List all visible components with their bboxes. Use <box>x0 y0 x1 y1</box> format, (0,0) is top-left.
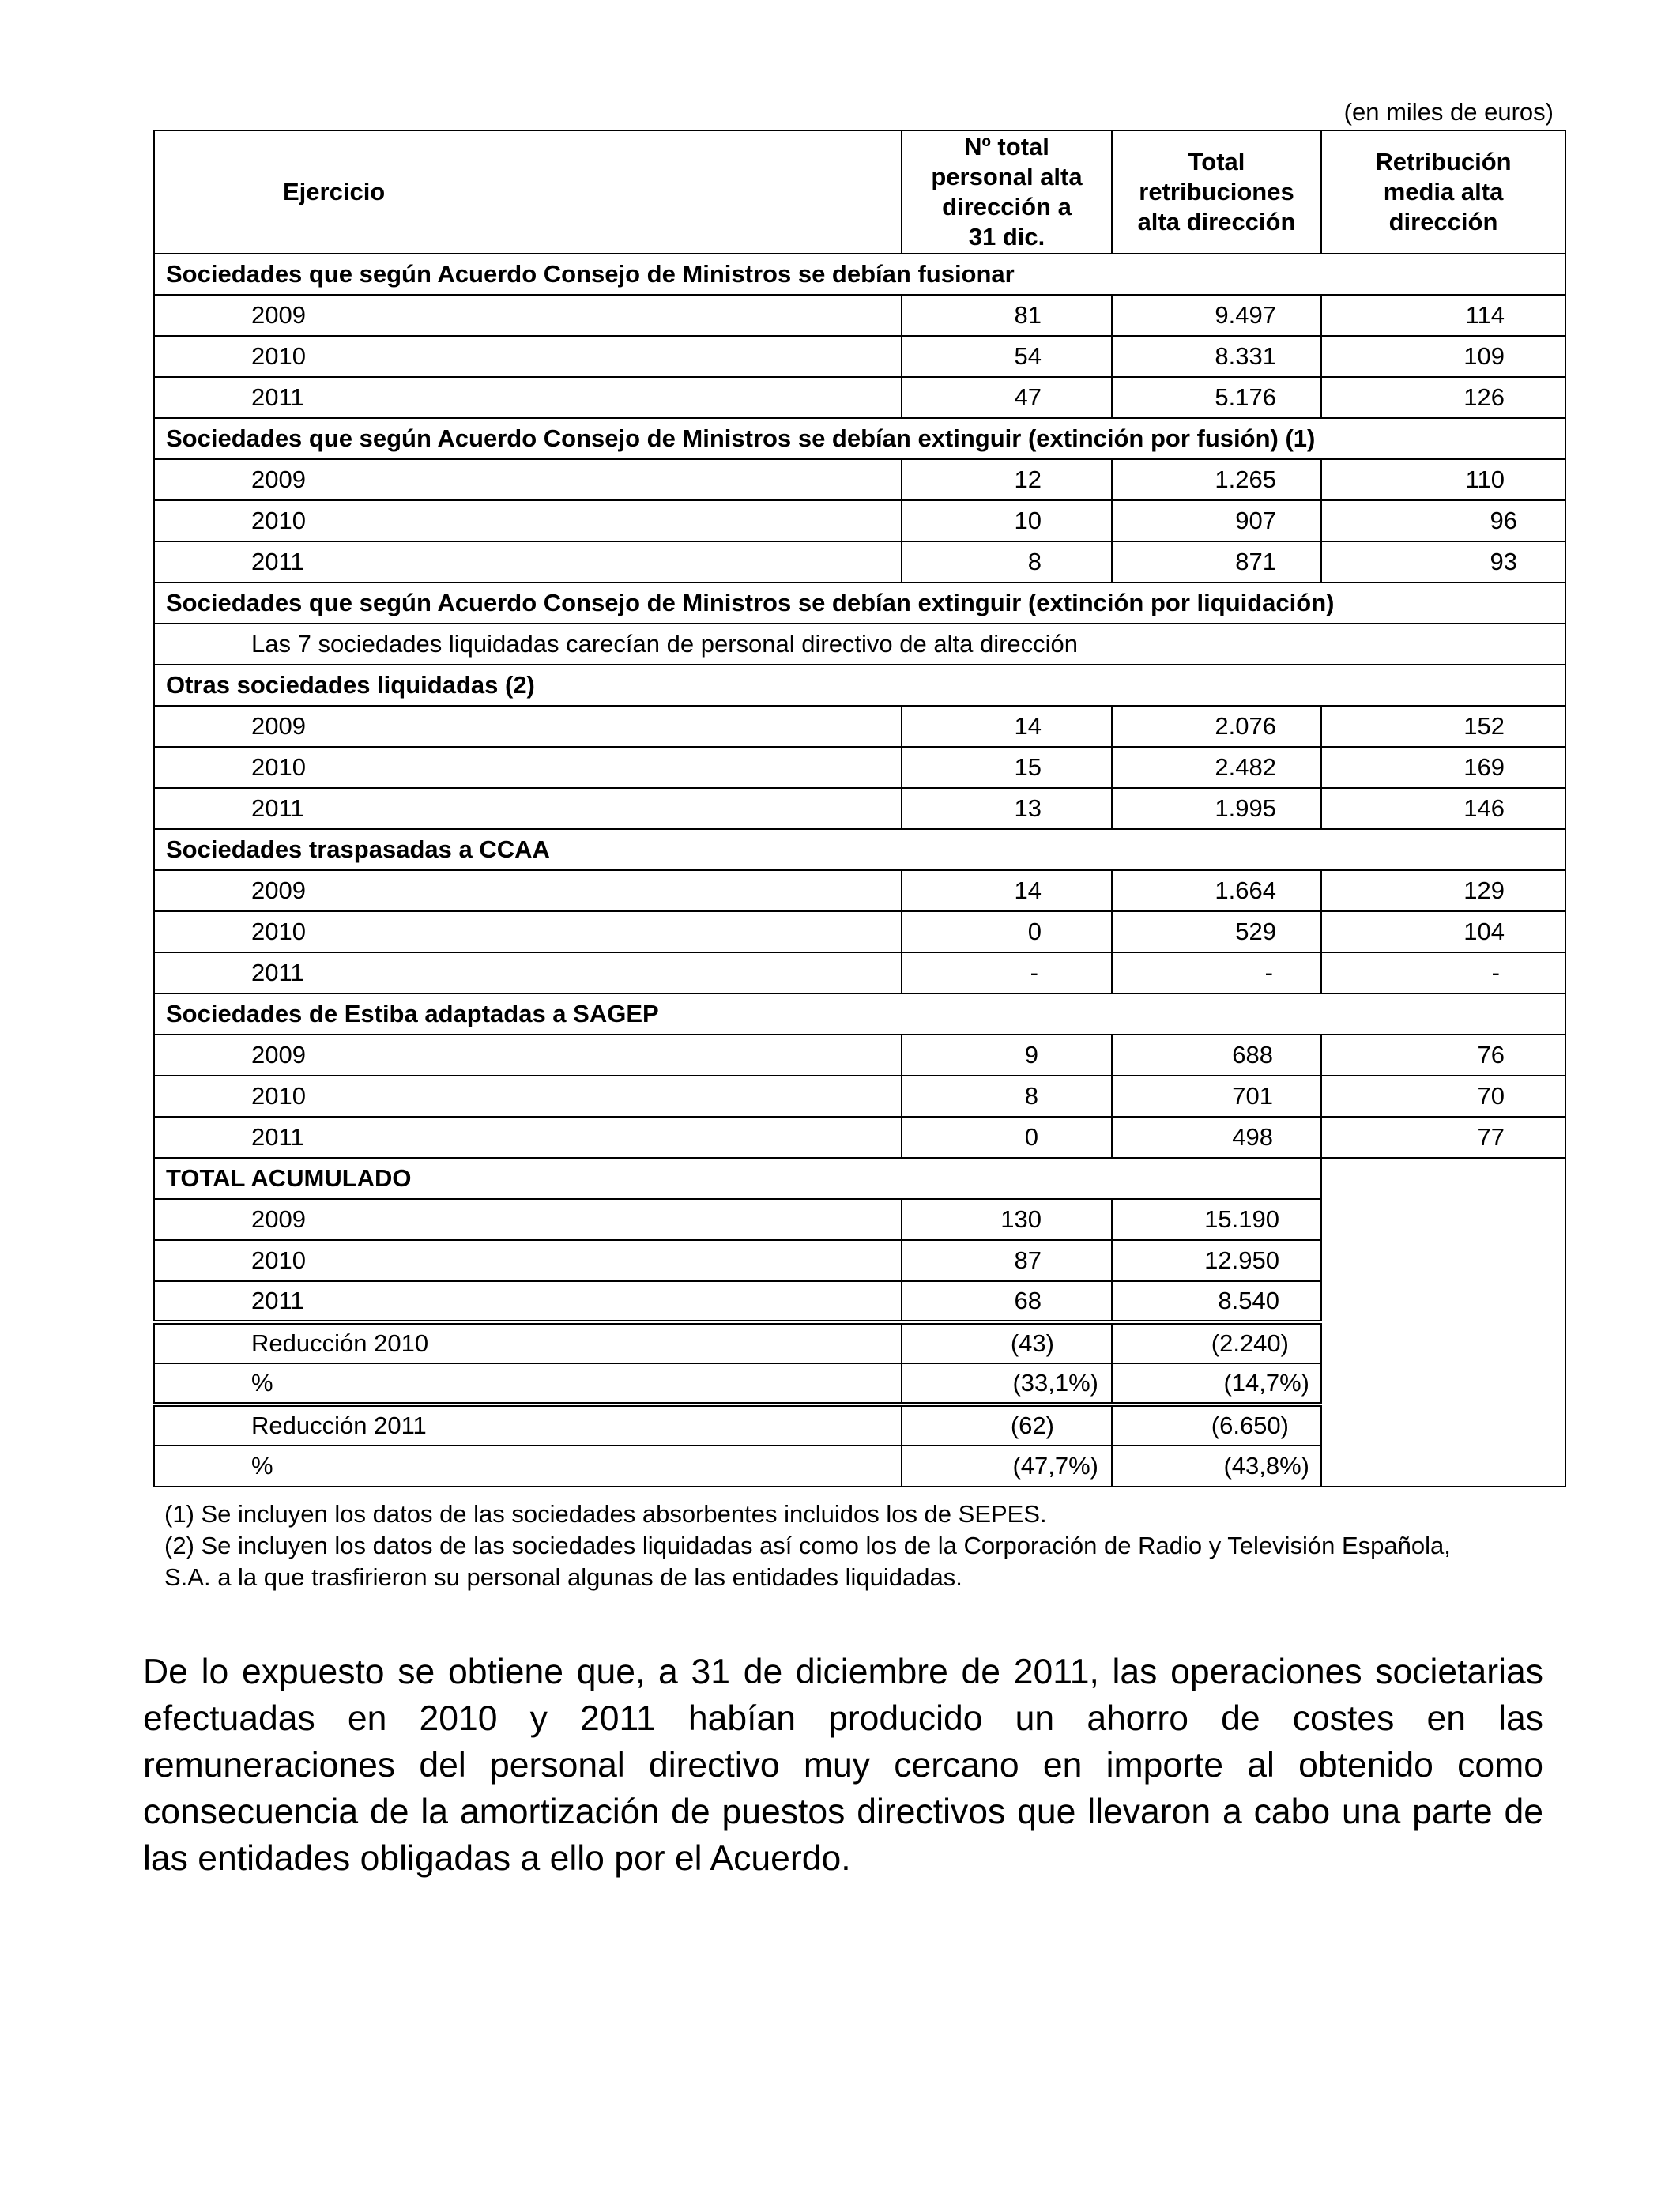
table-row <box>154 459 1565 500</box>
table-row <box>154 377 1565 418</box>
personal-cell: 68 <box>902 1281 1112 1322</box>
header-media-line: dirección <box>1388 208 1498 236</box>
personal-cell: (33,1%) <box>902 1363 1112 1404</box>
media-cell: 146 <box>1321 788 1565 829</box>
personal-cell: 12 <box>902 459 1112 500</box>
media-cell: 96 <box>1321 500 1565 541</box>
total-cell: 12.950 <box>1112 1240 1321 1281</box>
media-cell: 152 <box>1321 706 1565 747</box>
percent-label: % <box>154 1363 902 1404</box>
personal-cell: 14 <box>902 870 1112 911</box>
year-cell: 2011 <box>154 541 902 582</box>
header-media <box>1321 130 1565 254</box>
footnotes <box>164 1498 1563 1593</box>
section-row <box>154 582 1565 624</box>
table-row <box>154 541 1565 582</box>
table-row <box>154 911 1565 952</box>
total-cell: 1.664 <box>1112 870 1321 911</box>
personal-cell: 0 <box>902 1117 1112 1158</box>
total-cell: 871 <box>1112 541 1321 582</box>
personal-cell: 8 <box>902 1076 1112 1117</box>
paragraph-line: las entidades obligadas a ello por el Acuerdo. <box>143 1839 851 1878</box>
table-row <box>154 952 1565 993</box>
total-cell: 9.497 <box>1112 295 1321 336</box>
year-cell: 2009 <box>154 870 902 911</box>
section-title: Sociedades que según Acuerdo Consejo de Ministros se debían fusionar <box>154 254 1565 295</box>
footnote: S.A. a la que trasfirieron su personal algunas de las entidades liquidadas. <box>164 1563 962 1591</box>
total-cell: 688 <box>1112 1035 1321 1076</box>
reduction-label: Reducción 2011 <box>154 1404 902 1446</box>
media-cell: 104 <box>1321 911 1565 952</box>
table-row <box>154 1076 1565 1117</box>
total-cell: 5.176 <box>1112 377 1321 418</box>
total-cell: 2.076 <box>1112 706 1321 747</box>
table-row <box>154 336 1565 377</box>
personal-cell: 47 <box>902 377 1112 418</box>
reduction-label: Reducción 2010 <box>154 1322 902 1363</box>
total-cell: 1.995 <box>1112 788 1321 829</box>
year-cell: 2011 <box>154 1281 902 1322</box>
media-cell: 110 <box>1321 459 1565 500</box>
total-cell: 498 <box>1112 1117 1321 1158</box>
table-row <box>154 295 1565 336</box>
empty-cell <box>1321 1158 1565 1487</box>
year-cell: 2011 <box>154 377 902 418</box>
media-cell: 70 <box>1321 1076 1565 1117</box>
table-header-row <box>154 130 1565 254</box>
personal-cell: 14 <box>902 706 1112 747</box>
total-cell: 15.190 <box>1112 1199 1321 1240</box>
personal-cell: 13 <box>902 788 1112 829</box>
footnote: (1) Se incluyen los datos de las sociedades absorbentes incluidos los de SEPES. <box>164 1500 1047 1528</box>
media-cell: - <box>1321 952 1565 993</box>
year-cell: 2011 <box>154 952 902 993</box>
section-row <box>154 1158 1565 1199</box>
header-total <box>1112 130 1321 254</box>
body-paragraph <box>143 1649 1543 1882</box>
personal-cell: 54 <box>902 336 1112 377</box>
media-cell: 76 <box>1321 1035 1565 1076</box>
personal-cell: 8 <box>902 541 1112 582</box>
section-row <box>154 993 1565 1035</box>
table-row <box>154 788 1565 829</box>
total-cell: 701 <box>1112 1076 1321 1117</box>
year-cell: 2009 <box>154 1035 902 1076</box>
section-title: Sociedades de Estiba adaptadas a SAGEP <box>154 993 1565 1035</box>
table-row <box>154 870 1565 911</box>
media-cell: 109 <box>1321 336 1565 377</box>
header-personal-line: personal alta <box>931 163 1083 190</box>
personal-cell: 0 <box>902 911 1112 952</box>
media-cell: 126 <box>1321 377 1565 418</box>
total-cell: (6.650) <box>1112 1404 1321 1446</box>
table-row <box>154 706 1565 747</box>
year-cell: 2010 <box>154 911 902 952</box>
section-note: Las 7 sociedades liquidadas carecían de personal directivo de alta dirección <box>154 624 1565 665</box>
year-cell: 2010 <box>154 500 902 541</box>
personal-cell: 130 <box>902 1199 1112 1240</box>
year-cell: 2010 <box>154 1076 902 1117</box>
total-cell: (43,8%) <box>1112 1446 1321 1487</box>
personal-cell: - <box>902 952 1112 993</box>
personal-cell: 15 <box>902 747 1112 788</box>
table-row <box>154 747 1565 788</box>
year-cell: 2010 <box>154 336 902 377</box>
section-title: Sociedades que según Acuerdo Consejo de Ministros se debían extinguir (extinción por fusión) (1) <box>154 418 1565 459</box>
paragraph-line: De lo expuesto se obtiene que, a 31 de diciembre de 2011, las operaciones societarias <box>143 1653 1543 1691</box>
section-row <box>154 254 1565 295</box>
total-cell: 8.540 <box>1112 1281 1321 1322</box>
media-cell: 169 <box>1321 747 1565 788</box>
table-row <box>154 500 1565 541</box>
header-total-line: Total <box>1188 148 1245 175</box>
header-personal-line: 31 dic. <box>968 223 1045 251</box>
header-personal-line: Nº total <box>964 133 1049 160</box>
total-cell: 1.265 <box>1112 459 1321 500</box>
total-cell: 8.331 <box>1112 336 1321 377</box>
personal-cell: (62) <box>902 1404 1112 1446</box>
personal-cell: (43) <box>902 1322 1112 1363</box>
section-row <box>154 665 1565 706</box>
personal-cell: 10 <box>902 500 1112 541</box>
header-personal-line: dirección a <box>942 193 1072 221</box>
paragraph-line: efectuadas en 2010 y 2011 habían producido un ahorro de costes en las <box>143 1699 1543 1738</box>
header-total-line: retribuciones <box>1139 178 1294 205</box>
year-cell: 2009 <box>154 706 902 747</box>
personal-cell: 9 <box>902 1035 1112 1076</box>
year-cell: 2011 <box>154 788 902 829</box>
remuneration-table <box>153 130 1566 1487</box>
percent-label: % <box>154 1446 902 1487</box>
section-row <box>154 418 1565 459</box>
header-media-line: Retribución <box>1375 148 1512 175</box>
note-row <box>154 624 1565 665</box>
section-row <box>154 829 1565 870</box>
total-cell: 529 <box>1112 911 1321 952</box>
personal-cell: 87 <box>902 1240 1112 1281</box>
total-cell: 2.482 <box>1112 747 1321 788</box>
year-cell: 2010 <box>154 747 902 788</box>
personal-cell: 81 <box>902 295 1112 336</box>
total-cell: (2.240) <box>1112 1322 1321 1363</box>
total-cell: (14,7%) <box>1112 1363 1321 1404</box>
year-cell: 2009 <box>154 459 902 500</box>
header-personal <box>902 130 1112 254</box>
paragraph-line: remuneraciones del personal directivo muy cercano en importe al obtenido como <box>143 1746 1543 1785</box>
header-ejercicio: Ejercicio <box>154 130 902 254</box>
total-cell: 907 <box>1112 500 1321 541</box>
section-title: TOTAL ACUMULADO <box>154 1158 1321 1199</box>
section-title: Sociedades que según Acuerdo Consejo de Ministros se debían extinguir (extinción por liquidación) <box>154 582 1565 624</box>
table-row <box>154 1035 1565 1076</box>
personal-cell: (47,7%) <box>902 1446 1112 1487</box>
year-cell: 2009 <box>154 1199 902 1240</box>
section-title: Otras sociedades liquidadas (2) <box>154 665 1565 706</box>
footnote: (2) Se incluyen los datos de las sociedades liquidadas así como los de la Corporación de Radio y Televisión Española, <box>164 1532 1451 1559</box>
total-cell: - <box>1112 952 1321 993</box>
media-cell: 114 <box>1321 295 1565 336</box>
year-cell: 2009 <box>154 295 902 336</box>
paragraph-line: consecuencia de la amortización de puestos directivos que llevaron a cabo una parte de <box>143 1793 1543 1831</box>
year-cell: 2011 <box>154 1117 902 1158</box>
media-cell: 93 <box>1321 541 1565 582</box>
table-row <box>154 1117 1565 1158</box>
units-note: (en miles de euros) <box>1343 98 1554 126</box>
section-title: Sociedades traspasadas a CCAA <box>154 829 1565 870</box>
media-cell: 129 <box>1321 870 1565 911</box>
media-cell: 77 <box>1321 1117 1565 1158</box>
year-cell: 2010 <box>154 1240 902 1281</box>
header-total-line: alta dirección <box>1137 208 1296 236</box>
header-media-line: media alta <box>1383 178 1504 205</box>
